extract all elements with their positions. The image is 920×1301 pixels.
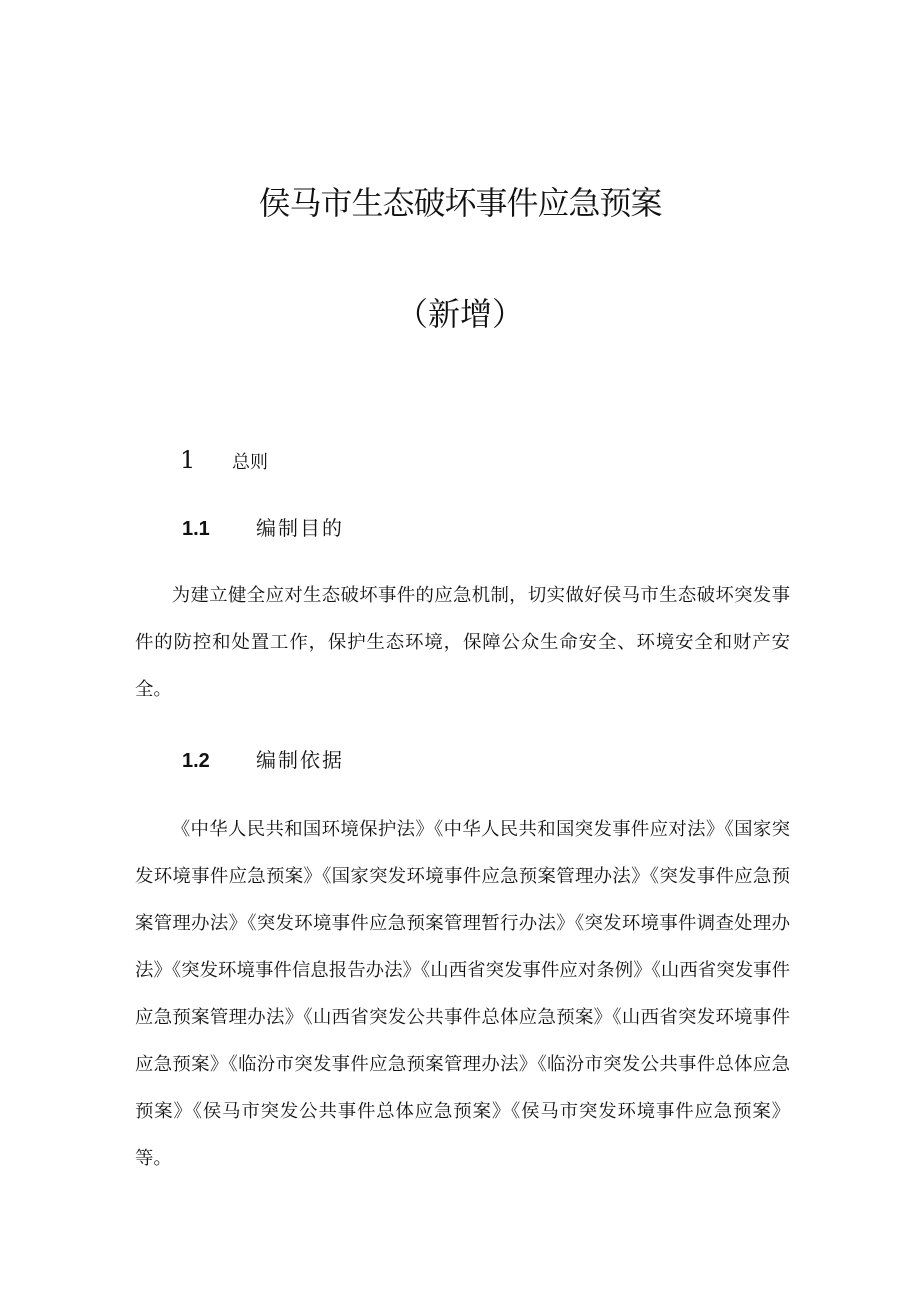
purpose-paragraph <box>135 572 790 713</box>
section-heading-1-1 <box>182 513 344 543</box>
document-title: 侯马市生态破坏事件应急预案 <box>258 184 662 222</box>
section-title: 编制依据 <box>256 748 344 772</box>
section-heading-1-2 <box>182 745 344 775</box>
document-subtitle: （新增） <box>395 295 524 333</box>
paragraph-text: 为建立健全应对生态破坏事件的应急机制，切实做好侯马市生态破坏突发事件的防控和处置工作，保护生态环境，保障公众生命安全、环境安全和财产安全。 <box>135 585 790 700</box>
basis-paragraph <box>135 806 790 1182</box>
section-heading-1 <box>180 446 268 474</box>
section-number: 1.2 <box>182 750 210 772</box>
section-title: 编制目的 <box>256 516 344 540</box>
section-title: 总则 <box>232 452 268 473</box>
paragraph-text: 《中华人民共和国环境保护法》《中华人民共和国突发事件应对法》《国家突发环境事件应急预案》《国家突发环境事件应急预案管理办法》《突发事件应急预案管理办法》《突发环境事件应急预案管理暂行办法》《突发环境事件调查处理办法》《突发环境事件信息报告办法》《山西省突发事件应对条例》《山西省突发事件应急预案管理办法》《山西省突发公共事件总体应急预案》《山西省突发环境事件应急预案》《临汾市突发事件应急预案管理办法》《临汾市突发公共事件总体应急预案》《侯马市突发公共事件总体应急预案》《侯马市突发环境事件应急预案》等。 <box>135 819 790 1169</box>
section-number: 1.1 <box>182 518 210 540</box>
section-number: 1 <box>180 446 196 474</box>
